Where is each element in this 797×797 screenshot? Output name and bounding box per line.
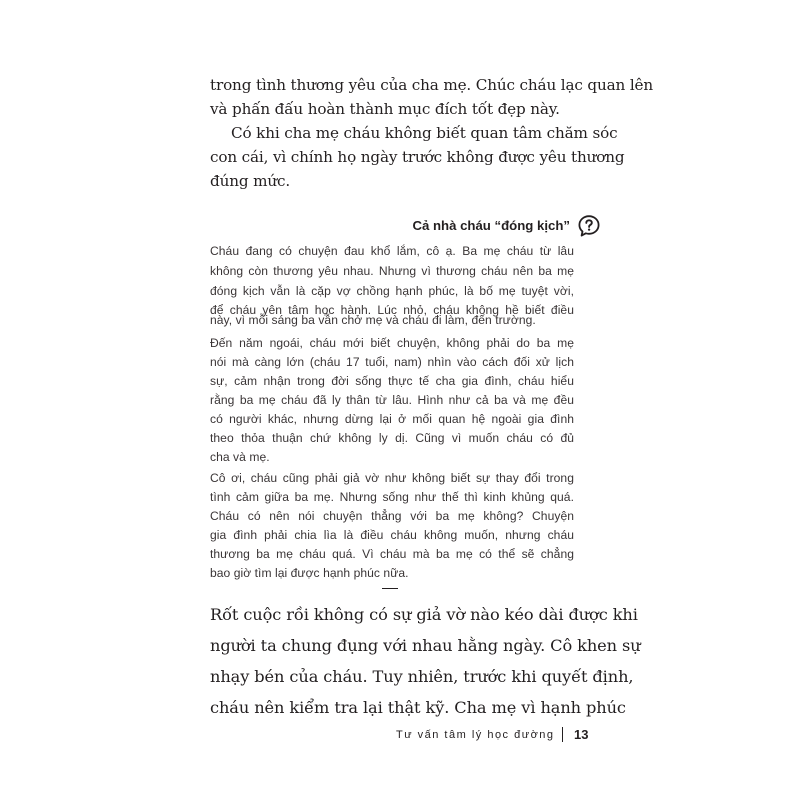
letter-line: cha và mẹ.	[210, 450, 270, 464]
top-line: và phấn đấu hoàn thành mục đích tốt đẹp này.	[210, 100, 560, 118]
letter-line: Đến năm ngoái, cháu mới biết chuyện, không phải do ba mẹ	[210, 336, 574, 350]
letter-line: nói mà càng lớn (cháu 17 tuổi, nam) nhìn vào cách đối xử lịch	[210, 355, 574, 369]
top-line: con cái, vì chính họ ngày trước không được yêu thương	[210, 148, 625, 166]
letter-line: rằng ba mẹ cháu đã ly thân từ lâu. Hình như cả ba và mẹ đều	[210, 393, 574, 407]
letter-line: để cháu yên tâm học hành. Lúc nhỏ, cháu không hề biết điều	[210, 303, 574, 317]
letter-line: Cháu có nên nói chuyện thẳng với ba mẹ không? Chuyện	[210, 509, 574, 523]
letter-title: Cả nhà cháu “đóng kịch”	[412, 218, 570, 233]
letter-line: theo thỏa thuận chứ không ly dị. Cũng vì muốn cháu có đủ	[210, 431, 574, 445]
running-footer-title: Tư vấn tâm lý học đường	[396, 729, 555, 741]
top-line: Có khi cha mẹ cháu không biết quan tâm chăm sóc	[231, 124, 618, 142]
letter-line: sự, cảm nhận trong đời sống thực tế cha gia đình, cháu hiểu	[210, 374, 574, 388]
letter-line: không còn thương yêu nhau. Nhưng vì thương cháu nên ba mẹ	[210, 264, 574, 278]
letter-line: gia đình phải chia lìa là điều cháu không muốn, nhưng cháu	[210, 528, 574, 542]
footer-divider	[562, 727, 563, 742]
top-line: trong tình thương yêu của cha mẹ. Chúc cháu lạc quan lên	[210, 76, 653, 94]
letter-line: tình cảm giữa ba mẹ. Nhưng sống như thế thì kinh khủng quá.	[210, 490, 574, 504]
bottom-line: cháu nên kiểm tra lại thật kỹ. Cha mẹ vì hạnh phúc	[210, 698, 626, 717]
letter-line: đóng kịch vẫn là cặp vợ chồng hạnh phúc, là bố mẹ tuyệt vời,	[210, 284, 574, 298]
letter-line: Cô ơi, cháu cũng phải giả vờ như không biết sự thay đổi trong	[210, 471, 574, 485]
letter-line: có người khác, nhưng dừng lại ở mối quan hệ ngoài gia đình	[210, 412, 574, 426]
bottom-line: người ta chung đụng với nhau hằng ngày. Cô khen sự	[210, 636, 641, 655]
letter-line: thương ba mẹ cháu quá. Vì cháu mà ba mẹ có thể sẽ chẳng	[210, 547, 574, 561]
top-line: đúng mức.	[210, 172, 291, 190]
letter-line: bao giờ tìm lại được hạnh phúc nữa.	[210, 566, 409, 580]
letter-line: Cháu đang có chuyện đau khổ lắm, cô ạ. Ba mẹ cháu từ lâu	[210, 244, 574, 258]
letter-line: này, vì mỗi sáng ba vẫn chở mẹ và cháu đi làm, đến trường.	[210, 313, 536, 327]
section-divider	[382, 588, 398, 589]
question-bubble-icon	[577, 214, 601, 238]
bottom-line: Rốt cuộc rồi không có sự giả vờ nào kéo dài được khi	[210, 605, 638, 624]
bottom-line: nhạy bén của cháu. Tuy nhiên, trước khi quyết định,	[210, 667, 634, 686]
page-number: 13	[574, 727, 589, 742]
